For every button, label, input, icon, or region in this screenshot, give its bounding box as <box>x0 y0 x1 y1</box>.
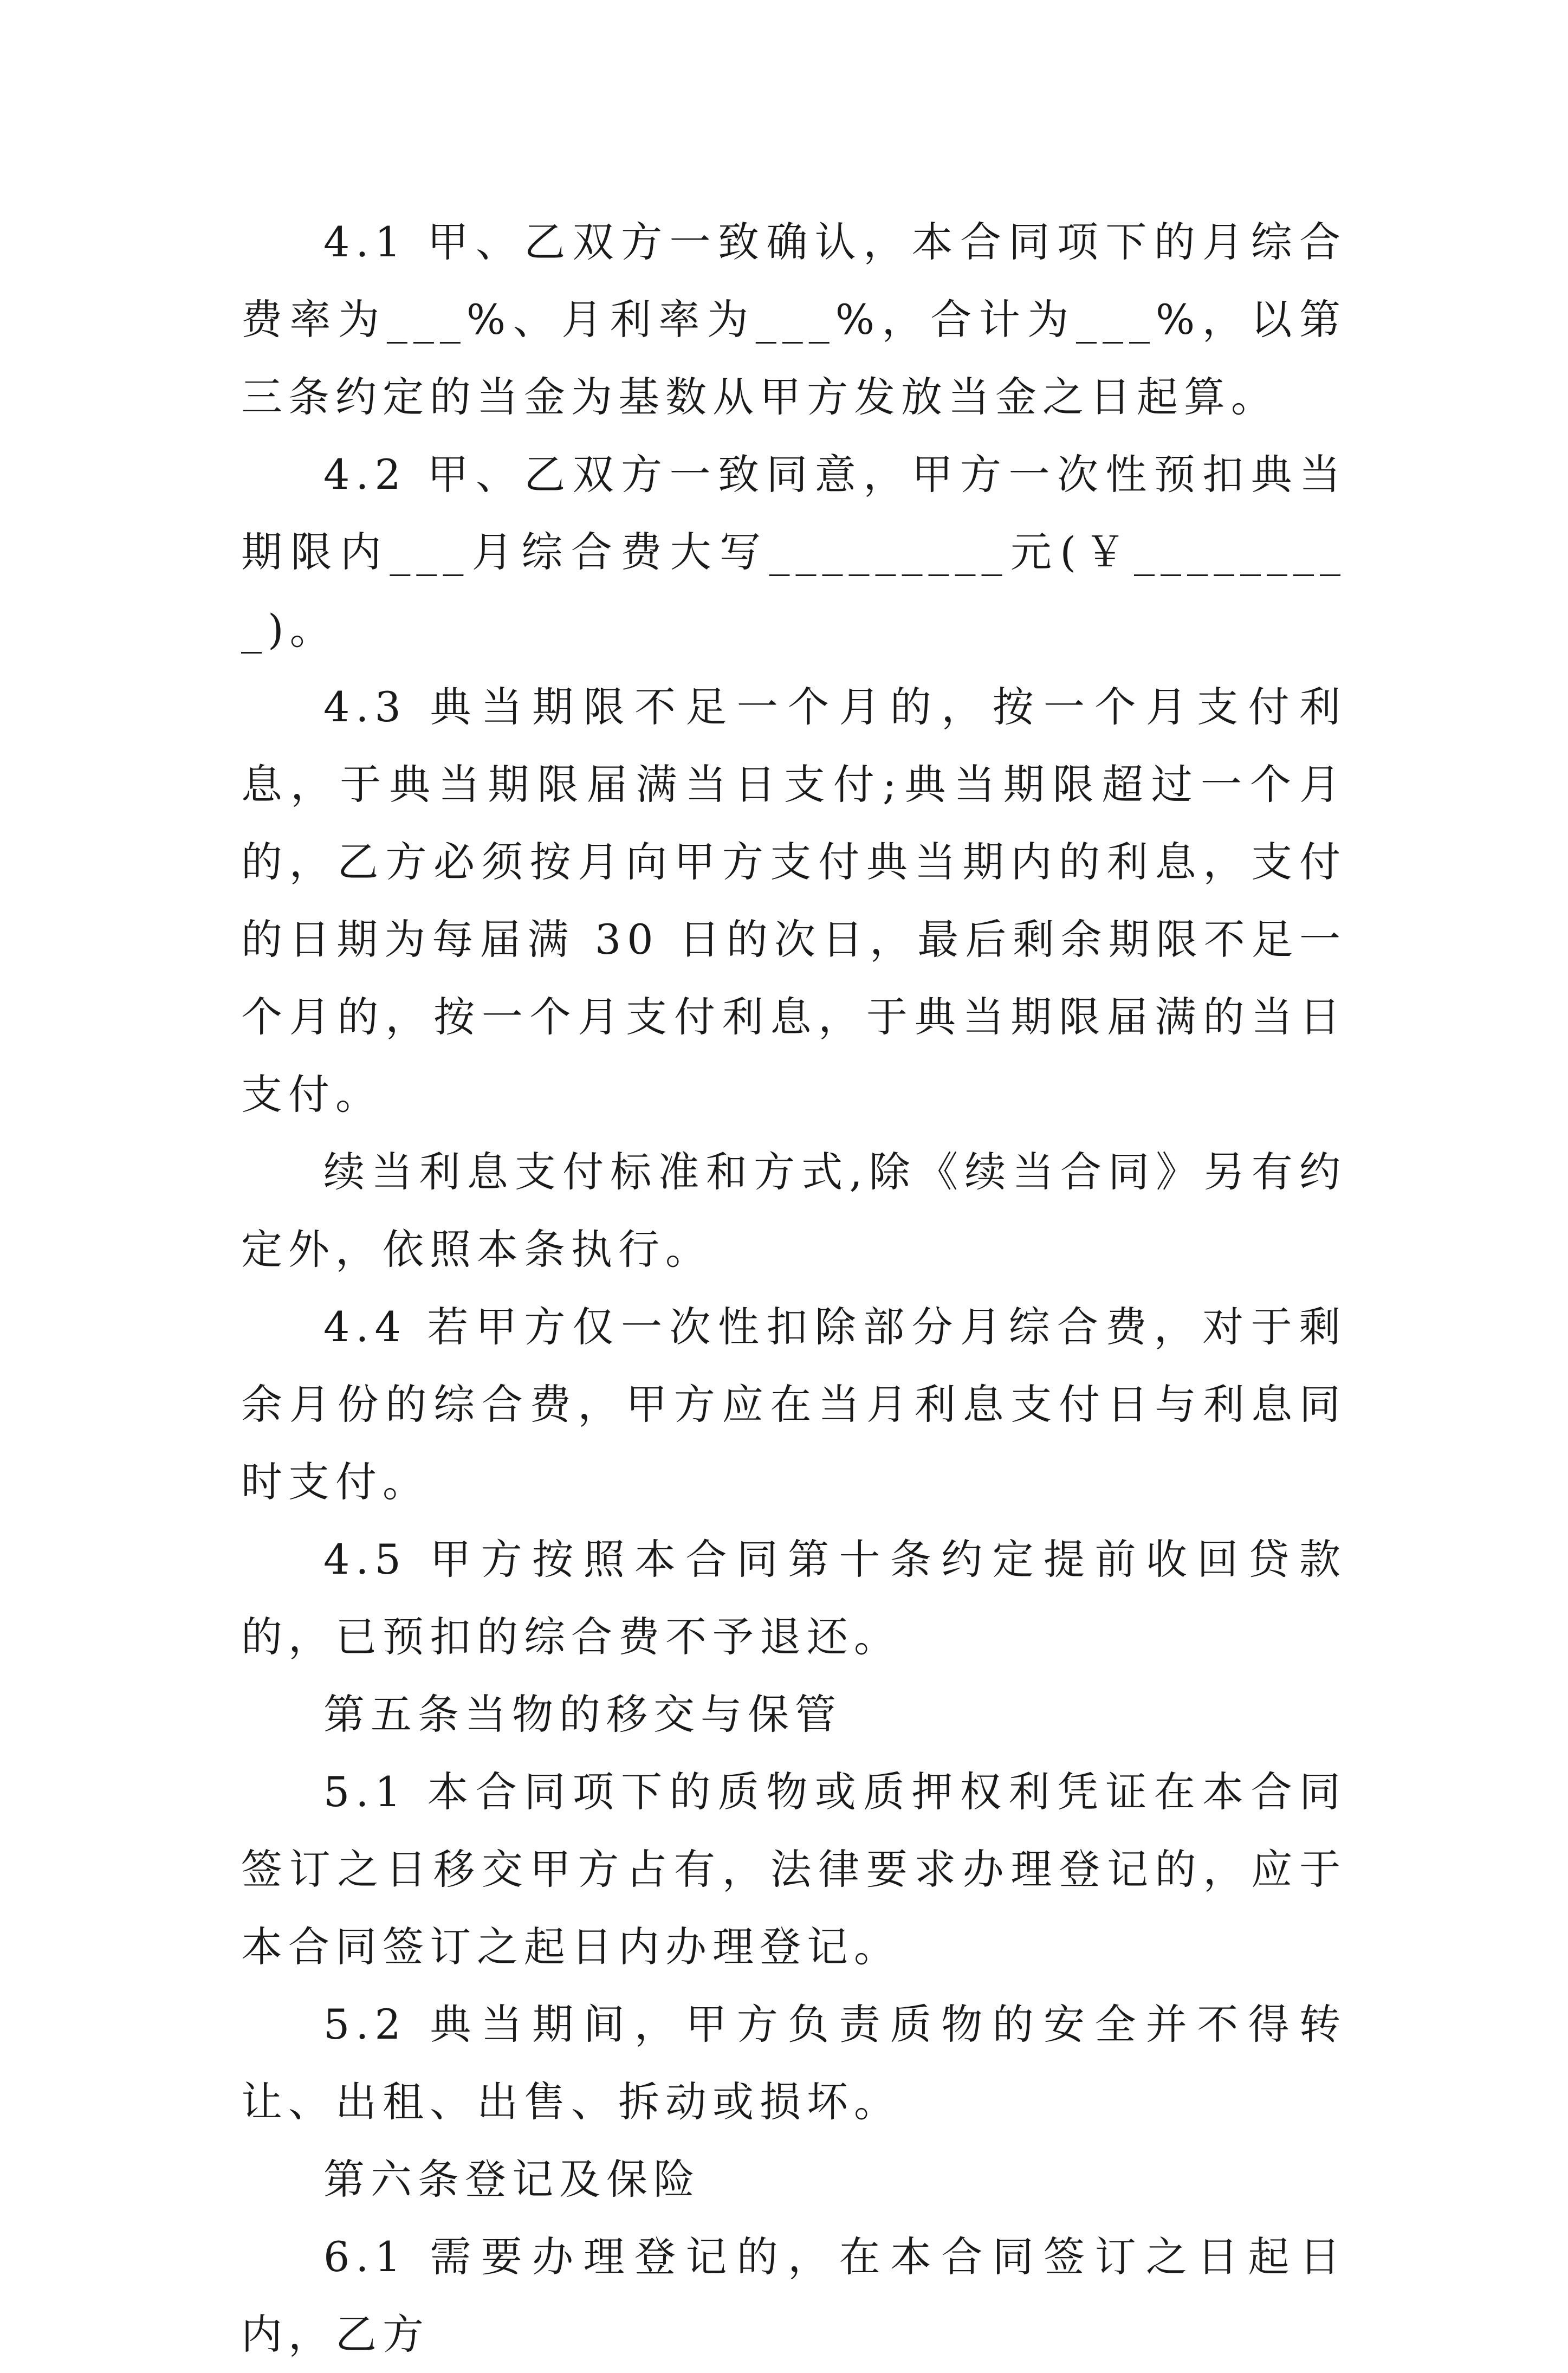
clause-4-2: 4.2 甲、乙双方一致同意，甲方一次性预扣典当期限内___月综合费大写_________元(￥_________)。 <box>241 450 1346 654</box>
clause-4-3: 4.3 典当期限不足一个月的，按一个月支付利息，于典当期限届满当日支付;典当期限超过一个月的，乙方必须按月向甲方支付典当期内的利息，支付的日期为每届满 30 日的次日，最后剩余期限不足一个月的，按一个月支付利息，于典当期限届满的当日支付。 <box>241 683 1346 1118</box>
renewal-interest-paragraph: 续当利息支付标准和方式,除《续当合同》另有约定外，依照本条执行。 <box>241 1148 1346 1273</box>
article-6-heading: 第六条登记及保险 <box>323 2155 701 2203</box>
clause-4-4: 4.4 若甲方仅一次性扣除部分月综合费，对于剩余月份的综合费，甲方应在当月利息支付日与利息同时支付。 <box>241 1303 1346 1506</box>
clause-6-1: 6.1 需要办理登记的，在本合同签订之日起日内，乙方 <box>241 2233 1346 2358</box>
article-5-heading: 第五条当物的移交与保管 <box>323 1690 842 1738</box>
clause-4-1: 4.1 甲、乙双方一致确认，本合同项下的月综合费率为___%、月利率为___%，合计为___%，以第三条约定的当金为基数从甲方发放当金之日起算。 <box>241 218 1346 421</box>
document-body <box>241 203 1346 2373</box>
clause-5-1: 5.1 本合同项下的质物或质押权利凭证在本合同签订之日移交甲方占有，法律要求办理登记的，应于本合同签订之起日内办理登记。 <box>241 1768 1346 1971</box>
clause-4-5: 4.5 甲方按照本合同第十条约定提前收回贷款的，已预扣的综合费不予退还。 <box>241 1535 1346 1661</box>
clause-5-2: 5.2 典当期间，甲方负责质物的安全并不得转让、出租、出售、拆动或损坏。 <box>241 2000 1346 2126</box>
